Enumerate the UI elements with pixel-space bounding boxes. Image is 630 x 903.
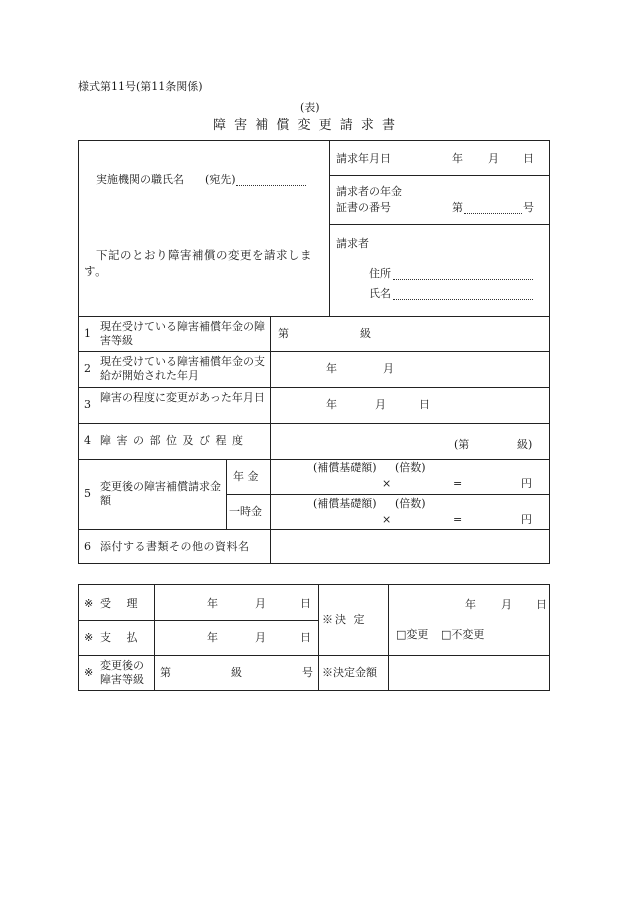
row3-day: 日	[419, 398, 430, 411]
row5-lump-label: 一時金	[229, 505, 262, 518]
addressee-label: (宛先)	[205, 173, 236, 186]
grade-kyu: 級	[231, 666, 242, 679]
row4-number: 4	[84, 434, 91, 447]
pension-label-2: 証書の番号	[336, 201, 391, 214]
row5-label: 変更後の障害補償請求金額	[100, 480, 221, 507]
row1-kyu: 級	[360, 327, 371, 340]
claimant-label: 請求者	[336, 237, 369, 250]
agency-label: 実施機関の職氏名	[96, 173, 184, 186]
lump-mult-label: (倍数)	[395, 497, 426, 510]
row5-pension-label: 年 金	[233, 470, 259, 483]
form-title: 障 害 補 償 変 更 請 求 書	[213, 118, 398, 133]
lump-yen: 円	[521, 513, 532, 526]
front-label: (表)	[300, 101, 320, 114]
grade-mark: ※	[84, 666, 94, 679]
grade-gou: 号	[302, 666, 313, 679]
payment-label: 支 払	[100, 631, 144, 644]
grade-dai: 第	[160, 666, 171, 679]
grade-label: 変更後の障害等級	[100, 659, 144, 686]
nochange-checkbox[interactable]: □不変更	[441, 628, 485, 641]
decision-day: 日	[536, 598, 547, 611]
payment-day: 日	[300, 631, 311, 644]
row5-number: 5	[84, 487, 91, 500]
row2-year: 年	[326, 362, 337, 375]
row3-year: 年	[326, 398, 337, 411]
payment-month: 月	[255, 631, 266, 644]
request-month-unit: 月	[488, 152, 499, 165]
decision-month: 月	[501, 598, 512, 611]
row1-label: 現在受けている障害補償年金の障害等級	[100, 320, 265, 347]
row2-month: 月	[383, 362, 394, 375]
address-label: 住所	[369, 267, 391, 280]
agency-name-field[interactable]	[236, 185, 306, 186]
address-field[interactable]	[393, 279, 533, 280]
request-year-unit: 年	[452, 152, 463, 165]
row1-dai: 第	[278, 327, 289, 340]
pension-mult-label: (倍数)	[395, 461, 426, 474]
name-field[interactable]	[393, 299, 533, 300]
decision-label: ※決 定	[322, 613, 367, 626]
form-number: 様式第11号(第11条関係)	[78, 80, 203, 93]
receipt-month: 月	[255, 597, 266, 610]
row6-label: 添付する書類その他の資料名	[100, 540, 250, 553]
receipt-label: 受 理	[100, 597, 144, 610]
row2-label: 現在受けている障害補償年金の支給が開始された年月	[100, 355, 265, 382]
amount-label: ※決定金額	[322, 666, 377, 679]
request-day-unit: 日	[523, 152, 534, 165]
row3-label: 障害の程度に変更があった年月日	[100, 391, 265, 404]
row3-month: 月	[375, 398, 386, 411]
request-text: 下記のとおり障害補償の変更を請求します。	[84, 248, 312, 278]
pension-number-field[interactable]	[464, 213, 522, 214]
pension-gou: 号	[523, 201, 534, 214]
name-label: 氏名	[369, 287, 391, 300]
decision-year: 年	[465, 598, 476, 611]
pension-yen: 円	[521, 477, 532, 490]
request-date-label: 請求年月日	[336, 152, 391, 165]
change-checkbox[interactable]: □変更	[396, 628, 429, 641]
pension-eq: =	[453, 477, 463, 490]
lump-base-label: (補償基礎額)	[313, 497, 377, 510]
pension-dai: 第	[452, 201, 463, 214]
payment-year: 年	[207, 631, 218, 644]
row4-open: (第	[454, 438, 470, 451]
row1-number: 1	[84, 327, 91, 340]
row4-close: 級)	[517, 438, 533, 451]
pension-label-1: 請求者の年金	[336, 185, 402, 198]
lump-eq: =	[453, 513, 463, 526]
pension-base-label: (補償基礎額)	[313, 461, 377, 474]
pension-times: ×	[382, 477, 392, 490]
receipt-day: 日	[300, 597, 311, 610]
payment-mark: ※	[84, 631, 94, 644]
lump-times: ×	[382, 513, 392, 526]
row4-label: 障 害 の 部 位 及 び 程 度	[100, 434, 244, 447]
row3-number: 3	[84, 398, 91, 411]
receipt-mark: ※	[84, 597, 94, 610]
row6-number: 6	[84, 540, 91, 553]
row2-number: 2	[84, 362, 91, 375]
receipt-year: 年	[207, 597, 218, 610]
